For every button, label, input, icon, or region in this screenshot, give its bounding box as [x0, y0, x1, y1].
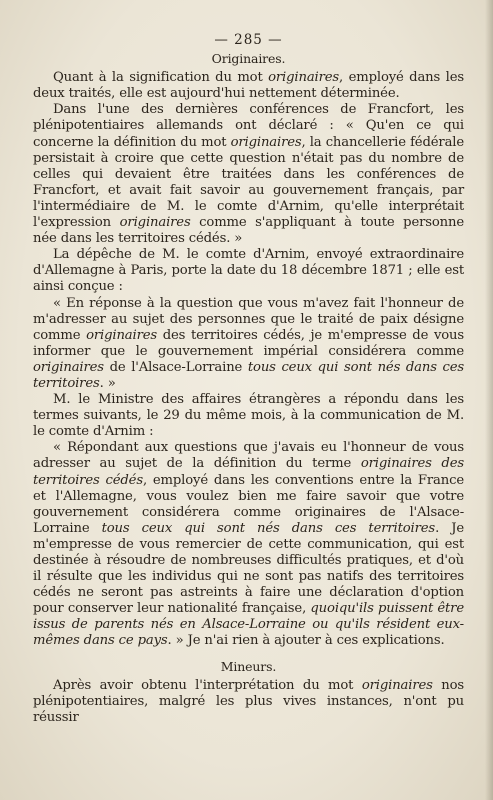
text-run: « Répondant aux questions que j'avais eu l'honneur de vous adresser au sujet de la définition du terme: [33, 440, 464, 472]
italic-term: originaires des territoires cédés: [33, 456, 464, 488]
page-content: [33, 32, 464, 726]
italic-term: originaires: [119, 215, 191, 231]
text-run: Dans l'une des dernières conférences de Francfort, les plénipotentiaires allemands ont déclaré : « Qu'en ce qui concerne la définition du mot: [33, 102, 464, 150]
paragraph-quote-remerciement: [33, 440, 464, 649]
section-heading-mineurs: Mineurs.: [220, 658, 277, 674]
text-run: comme s'appliquant à toute personne née dans les territoires cédés. »: [33, 215, 464, 247]
text-run: . » Je n'ai rien à ajouter à ces explications.: [167, 633, 445, 649]
paragraph-quote-reponse: [33, 296, 464, 393]
paragraph-ministre-reponse: [33, 392, 464, 440]
text-run: Quant à la signification du mot: [53, 70, 269, 86]
section-heading-originaires: Originaires.: [211, 51, 286, 67]
italic-term: tous ceux qui sont nés dans ces territoires: [101, 520, 436, 536]
text-run: La dépêche de M. le comte d'Arnim, envoyé extraordinaire d'Allemagne à Paris, porte la date du 18 décembre 1871 ; elle est ainsi conçue :: [33, 247, 464, 295]
text-run: , employé dans les deux traités, elle est aujourd'hui nettement déterminée.: [33, 70, 464, 102]
italic-term: originaires: [230, 134, 302, 150]
text-run: Après avoir obtenu l'interprétation du mot: [53, 677, 362, 693]
text-run: , employé dans les conventions entre la France et l'Allemagne, vous voulez bien me faire savoir que votre gouvernement considérera comme originaires de l'Alsace-Lorraine: [33, 472, 464, 536]
paragraph-signification: [33, 70, 464, 102]
text-run: de l'Alsace-Lorraine: [103, 359, 248, 375]
italic-term: originaires: [86, 327, 158, 343]
page-edge-shadow: [485, 0, 493, 800]
text-run: . Je m'empresse de vous remercier de cette communication, qui est destinée à résoudre de nombreuses difficultés pratiques, et d'où il résulte que les individus qui ne sont pas natifs des territoires cédés ne seront pas astreints à faire une déclaration d'option pour conserver leur nationalité française,: [33, 520, 464, 617]
italic-term: tous ceux qui sont nés dans ces territoires: [33, 359, 464, 391]
italic-term: originaires: [268, 70, 340, 86]
text-run: nos plénipotentiaires, malgré les plus vives instances, n'ont pu réussir: [33, 677, 464, 725]
page-number: — 285 —: [214, 32, 283, 48]
paragraph-conferences-francfort: [33, 102, 464, 247]
paragraph-depeche-arnim: [33, 247, 464, 295]
text-run: . »: [99, 375, 116, 391]
italic-term: quoiqu'ils puissent être issus de parents nés en Alsace-Lorraine ou qu'ils résident eux-mêmes dans ce pays: [33, 601, 464, 649]
italic-term: originaires: [33, 359, 104, 375]
text-run: « En réponse à la question que vous m'avez fait l'honneur de m'adresser au sujet des personnes que le traité de paix désigne comme: [33, 295, 464, 343]
text-run: M. le Ministre des affaires étrangères a répondu dans les termes suivants, le 29 du même mois, à la communication de M. le comte d'Arnim :: [33, 392, 464, 440]
paragraph-mineurs-intro: [33, 678, 464, 726]
italic-term: originaires: [361, 677, 433, 693]
text-run: , la chancellerie fédérale persistait à croire que cette question n'était pas du nombre de celles qui devaient être traitées dans les conférences de Francfort, et avait fait savoir au gouvernement français, par l'intermédiaire de M. le comte d'Arnim, qu'elle interprétait l'expression: [33, 134, 464, 231]
text-run: des territoires cédés, je m'empresse de vous informer que le gouvernement impérial considérera comme: [33, 327, 464, 359]
